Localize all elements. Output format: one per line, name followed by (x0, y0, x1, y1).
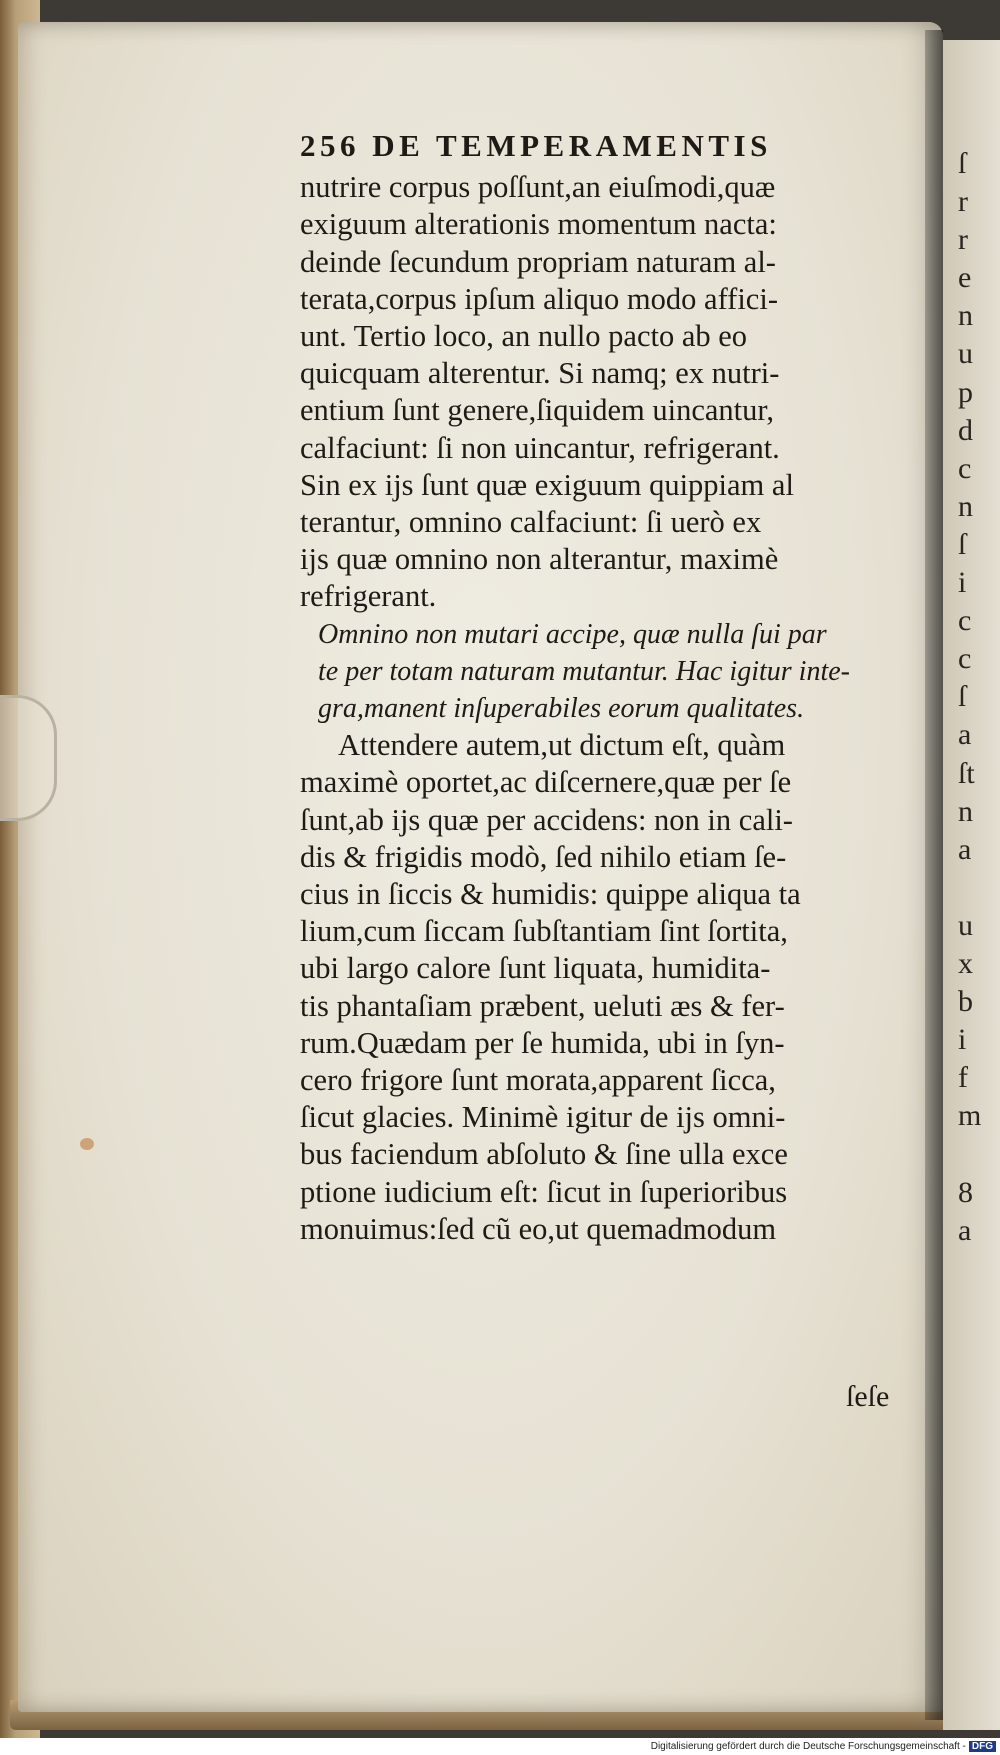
clasp-ring (0, 695, 57, 821)
credit-text: Digitalisierung gefördert durch die Deutsche Forschungsgemeinschaft - (650, 1741, 966, 1752)
paragraph-3 (300, 727, 900, 1248)
text-line: quicquam alterentur. Si namq; ex nutri- (300, 356, 780, 391)
text-line: Omnino non mutari accipe, quæ nulla ſui par (318, 618, 827, 650)
text-line: maximè oportet,ac diſcernere,quæ per ſe (300, 765, 792, 800)
margin-letter: ſ (958, 527, 967, 561)
text-line: rum.Quædam per ſe humida, ubi in ſyn- (300, 1025, 785, 1060)
text-line: ubi largo calore ſunt liquata, humidita- (300, 951, 771, 986)
text-line: bus faciendum abſoluto & ſine ulla exce (300, 1137, 788, 1172)
margin-letter: m (958, 1099, 982, 1133)
text-line: terata,corpus ipſum aliquo modo affici- (300, 281, 778, 316)
text-line: monuimus:ſed cũ eo,ut quemadmodum (300, 1211, 777, 1246)
text-line: te per totam naturam mutantur. Hac igitur inte- (318, 655, 850, 687)
text-line: ptione iudicium eſt: ſicut in ſuperioribus (300, 1174, 788, 1209)
margin-letter: r (958, 223, 968, 257)
text-line: Sin ex ijs ſunt quæ exiguum quippiam al (300, 467, 794, 502)
text-line: exiguum alterationis momentum nacta: (300, 207, 777, 242)
text-line: nutrire corpus poſſunt,an eiuſmodi,quæ (300, 170, 776, 205)
margin-letter: u (958, 337, 973, 371)
text-line: tis phantaſiam præbent, ueluti æs & fer- (300, 988, 785, 1023)
margin-letter: 8 (958, 1175, 973, 1209)
dfg-logo: DFG (969, 1741, 996, 1752)
margin-letter: a (958, 832, 972, 866)
text-line: refrigerant. (300, 579, 437, 614)
margin-letter: a (958, 718, 972, 752)
text-line: cero frigore ſunt morata,apparent ſicca, (300, 1063, 776, 1098)
margin-letter: c (958, 604, 972, 638)
margin-letter: x (958, 946, 973, 980)
margin-letter: a (958, 1213, 972, 1247)
margin-letter: b (958, 985, 973, 1019)
paragraph-2-italic (300, 616, 900, 728)
margin-letter: n (958, 489, 973, 523)
margin-letter: i (958, 1023, 967, 1057)
catchword: ſeſe (846, 1380, 890, 1413)
margin-letter (958, 869, 1000, 907)
paragraph-1 (300, 169, 900, 615)
text-line: lium,cum ſiccam ſubſtantiam ſint ſortita, (300, 914, 788, 949)
text-line: cius in ſiccis & humidis: quippe aliqua ta (300, 877, 801, 912)
margin-letter: c (958, 642, 972, 676)
margin-letter: u (958, 908, 973, 942)
text-line: deinde ſecundum propriam naturam al- (300, 244, 776, 279)
margin-letter: n (958, 794, 973, 828)
margin-letter: e (958, 261, 972, 295)
margin-letter: p (958, 375, 973, 409)
text-line: entium ſunt genere,ſiquidem uincantur, (300, 393, 774, 428)
margin-letter: d (958, 413, 973, 447)
book-gutter (925, 30, 943, 1720)
margin-letter: c (958, 451, 972, 485)
text-line: gra,manent inſuperabiles eorum qualitates. (318, 693, 805, 725)
margin-letter: n (958, 299, 973, 333)
facing-page-margin-letters (958, 145, 1000, 1250)
margin-letter: i (958, 566, 967, 600)
paper-stain (80, 1138, 94, 1150)
margin-letter: ſ (958, 147, 967, 180)
margin-letter: f (958, 1061, 968, 1095)
text-line: unt. Tertio loco, an nullo pacto ab eo (300, 319, 748, 354)
text-line: calfaciunt: ſi non uincantur, refrigerant. (300, 430, 780, 465)
margin-letter (958, 1135, 1000, 1173)
margin-letter: ſt (958, 756, 975, 790)
text-line: terantur, omnino calfaciunt: ſi uerò ex (300, 505, 762, 540)
digitization-credit (0, 1738, 1000, 1755)
text-line: dis & frigidis modò, ſed nihilo etiam ſe- (300, 839, 787, 874)
body-text (300, 132, 900, 1248)
margin-letter: ſ (958, 680, 967, 714)
margin-letter: r (958, 185, 968, 219)
running-header: 256 DE TEMPERAMENTIS (300, 128, 772, 163)
text-line: ijs quæ omnino non alterantur, maximè (300, 542, 779, 577)
text-line: Attendere autem,ut dictum eſt, quàm (338, 728, 786, 763)
text-line: ſicut glacies. Minimè igitur de ijs omni- (300, 1100, 786, 1135)
text-line: ſunt,ab ijs quæ per accidens: non in cali- (300, 802, 793, 837)
